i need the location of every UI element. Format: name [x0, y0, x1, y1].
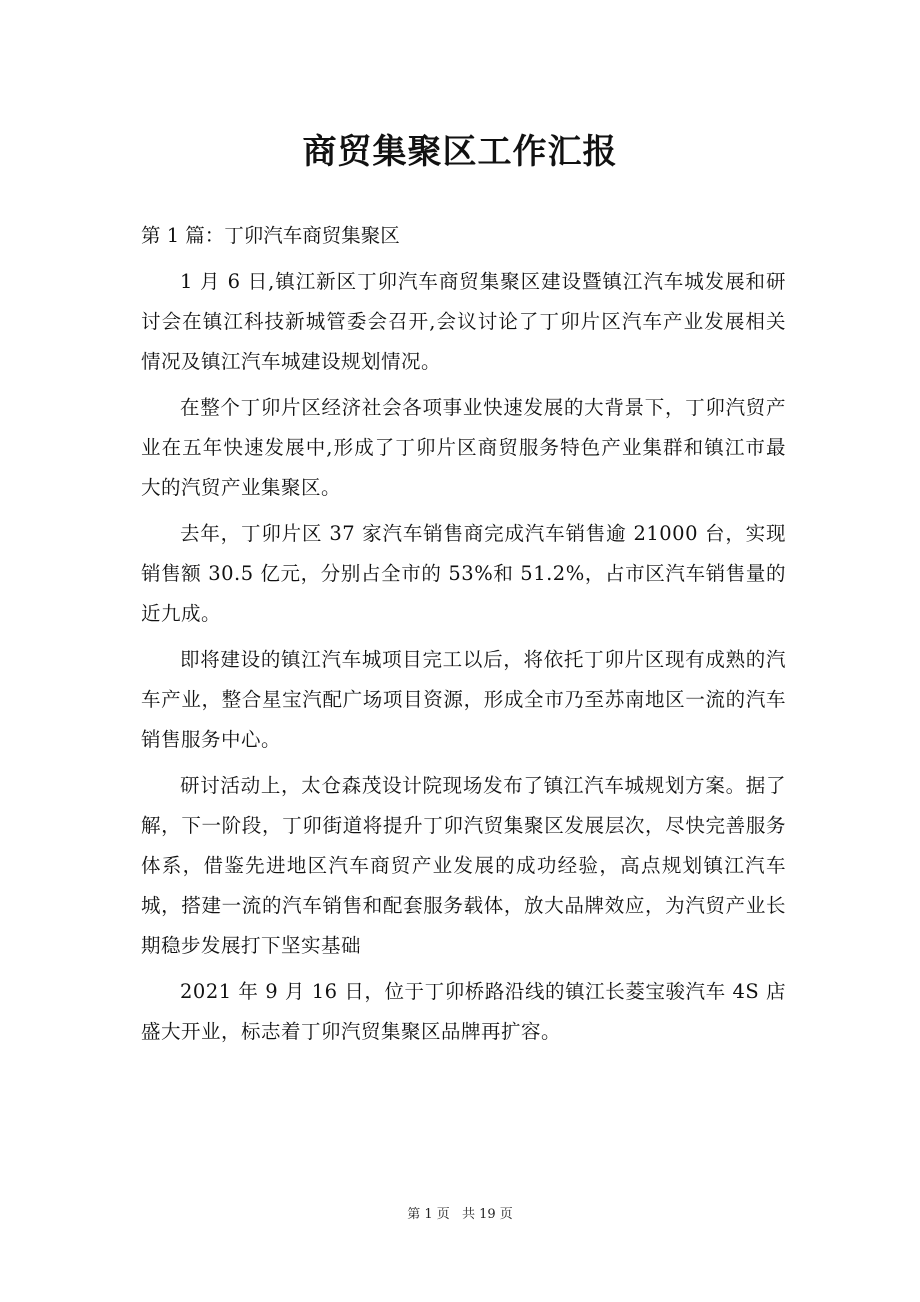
page-total: 共 19 页	[461, 1207, 513, 1222]
paragraph: 2021 年 9 月 16 日，位于丁卯桥路沿线的镇江长菱宝骏汽车 4S 店盛大开业，标志着丁卯汽贸集聚区品牌再扩容。	[141, 980, 786, 1043]
document-title: 商贸集聚区工作汇报	[302, 132, 618, 172]
paragraph: 即将建设的镇江汽车城项目完工以后，将依托丁卯片区现有成熟的汽车产业，整合星宝汽配广场项目资源，形成全市乃至苏南地区一流的汽车销售服务中心。	[141, 648, 786, 751]
page-footer	[0, 1205, 920, 1225]
document-body	[141, 262, 786, 1058]
paragraph: 去年，丁卯片区 37 家汽车销售商完成汽车销售逾 21000 台，实现销售额 30.5 亿元，分别占全市的 53%和 51.2%，占市区汽车销售量的近九成。	[141, 522, 786, 625]
paragraph: 研讨活动上，太仓森茂设计院现场发布了镇江汽车城规划方案。据了解，下一阶段，丁卯街道将提升丁卯汽贸集聚区发展层次，尽快完善服务体系，借鉴先进地区汽车商贸产业发展的成功经验，高点规划镇江汽车城，搭建一流的汽车销售和配套服务载体，放大品牌效应，为汽贸产业长期稳步发展打下坚实基础	[141, 774, 786, 957]
page-number: 第 1 页	[407, 1207, 450, 1222]
paragraph: 在整个丁卯片区经济社会各项事业快速发展的大背景下，丁卯汽贸产业在五年快速发展中,形成了丁卯片区商贸服务特色产业集群和镇江市最大的汽贸产业集聚区。	[141, 396, 786, 499]
paragraph: 1 月 6 日,镇江新区丁卯汽车商贸集聚区建设暨镇江汽车城发展和研讨会在镇江科技新城管委会召开,会议讨论了丁卯片区汽车产业发展相关情况及镇江汽车城建设规划情况。	[141, 270, 786, 373]
section-heading: 第 1 篇：丁卯汽车商贸集聚区	[141, 224, 400, 247]
